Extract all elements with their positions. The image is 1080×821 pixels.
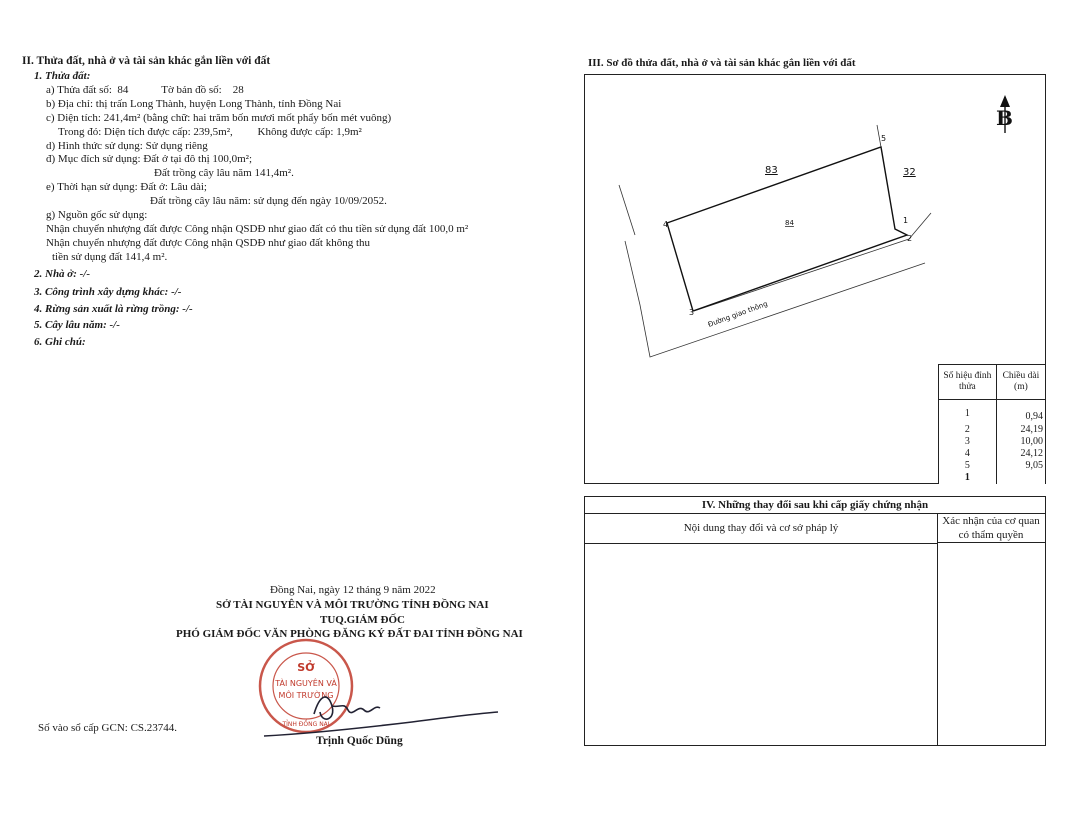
usage-form-line: d) Hình thức sử dụng: Sử dụng riêng: [46, 140, 208, 152]
vertex-2: 2: [907, 234, 913, 243]
edge-length: 10,00: [996, 436, 1045, 448]
edge-length: 0,94: [996, 400, 1045, 425]
edge-length-table: [938, 364, 1046, 484]
origin-heading: g) Nguồn gốc sử dụng:: [46, 209, 148, 221]
address-line: b) Địa chỉ: thị trấn Long Thành, huyện Long Thành, tỉnh Đồng Nai: [46, 98, 342, 110]
table-row: [939, 472, 1046, 484]
place-date: Đồng Nai, ngày 12 tháng 9 năm 2022: [270, 584, 436, 596]
section-iv-title: IV. Những thay đổi sau khi cấp giấy chứng nhận: [585, 497, 1045, 514]
vertex-no: 2: [939, 424, 997, 436]
origin-line-3: tiền sử dụng đất 141,4 m².: [52, 251, 168, 263]
origin-line-2: Nhận chuyển nhượng đất được Công nhận QSDĐ như giao đất không thu: [46, 237, 371, 249]
north-arrow-label: B: [996, 106, 1013, 130]
edge-length: 9,05: [996, 460, 1045, 472]
origin-line-1: Nhận chuyển nhượng đất được Công nhận QSDĐ như giao đất có thu tiền sử dụng đất 100,0 m²: [46, 223, 469, 235]
table-row: [939, 460, 1046, 472]
parcel-number-line: a) Thửa đất số: 84 Tờ bản đồ số: 28: [46, 84, 244, 96]
table-row: [939, 436, 1046, 448]
svg-text:MÔI TRƯỜNG: MÔI TRƯỜNG: [278, 691, 334, 700]
changes-table: [584, 496, 1046, 746]
edge-length: [996, 472, 1045, 484]
parcel-heading: 1. Thửa đất:: [34, 70, 91, 82]
perennial-tree-item: 5. Cây lâu năm: -/-: [34, 319, 120, 331]
vertex-no: 3: [939, 436, 997, 448]
area-line: c) Diện tích: 241,4m² (bằng chữ: hai trăm bốn mươi mốt phẩy bốn mét vuông): [46, 112, 392, 124]
register-number: Số vào sổ cấp GCN: CS.23744.: [38, 722, 178, 734]
usage-term-line: e) Thời hạn sử dụng: Đất ở: Lâu dài;: [46, 181, 207, 193]
section-ii-title: II. Thửa đất, nhà ở và tài sản khác gắn liền với đất: [22, 55, 271, 67]
svg-text:TÀI NGUYÊN VÀ: TÀI NGUYÊN VÀ: [275, 679, 337, 688]
area-breakdown-line: Trong đó: Diện tích được cấp: 239,5m², Không được cấp: 1,9m²: [58, 126, 362, 138]
vertex-5: 5: [881, 134, 887, 143]
change-content-header: Nội dung thay đổi và cơ sở pháp lý: [585, 513, 938, 544]
other-construction-item: 3. Công trình xây dựng khác: -/-: [34, 286, 182, 298]
vertex-no: 1: [939, 472, 997, 484]
vertex-1: 1: [903, 216, 909, 225]
table-row: [939, 448, 1046, 460]
vertex-no: 1: [939, 400, 997, 425]
usage-purpose-line-2: Đất trồng cây lâu năm 141,4m².: [154, 167, 294, 179]
house-item: 2. Nhà ở: -/-: [34, 268, 91, 280]
neighbor-parcel-top: 83: [765, 165, 778, 176]
authority-confirmation-header: Xác nhận của cơ quan có thẩm quyền: [937, 513, 1045, 543]
section-iii-title: III. Sơ đồ thửa đất, nhà ở và tài sản khác gắn liền với đất: [588, 57, 856, 69]
svg-text:SỞ: SỞ: [297, 661, 315, 674]
signer-position: PHÓ GIÁM ĐỐC VĂN PHÒNG ĐĂNG KÝ ĐẤT ĐAI TỈNH ĐỒNG NAI: [176, 628, 523, 640]
signer-name: Trịnh Quốc Dũng: [316, 735, 403, 747]
vertex-4: 4: [663, 220, 669, 229]
svg-text:TỈNH ĐỒNG NAI: TỈNH ĐỒNG NAI: [282, 721, 330, 728]
table-row: [939, 424, 1046, 436]
road-label: Đường giao thông: [706, 299, 769, 329]
tuq-director: TUQ.GIÁM ĐỐC: [320, 614, 405, 626]
forest-item: 4. Rừng sản xuất là rừng trồng: -/-: [34, 303, 193, 315]
edge-table-header: [939, 365, 1046, 400]
edge-length: 24,19: [996, 424, 1045, 436]
usage-purpose-line: đ) Mục đích sử dụng: Đất ở tại đô thị 100,0m²;: [46, 153, 253, 165]
notes-item: 6. Ghi chú:: [34, 336, 86, 348]
column-divider: [937, 543, 938, 745]
agency-name: SỞ TÀI NGUYÊN VÀ MÔI TRƯỜNG TỈNH ĐỒNG NAI: [216, 599, 489, 611]
edge-length: 24,12: [996, 448, 1045, 460]
vertex-no: 4: [939, 448, 997, 460]
parcel-number-label: 84: [785, 219, 794, 227]
length-col-header: Chiều dài (m): [996, 365, 1045, 400]
vertex-3: 3: [689, 308, 695, 317]
neighbor-parcel-right: 32: [903, 167, 916, 178]
usage-term-line-2: Đất trồng cây lâu năm: sử dụng đến ngày 10/09/2052.: [150, 195, 387, 207]
vertex-col-header: Số hiệu đỉnh thửa: [939, 365, 997, 400]
table-row: [939, 400, 1046, 425]
vertex-no: 5: [939, 460, 997, 472]
